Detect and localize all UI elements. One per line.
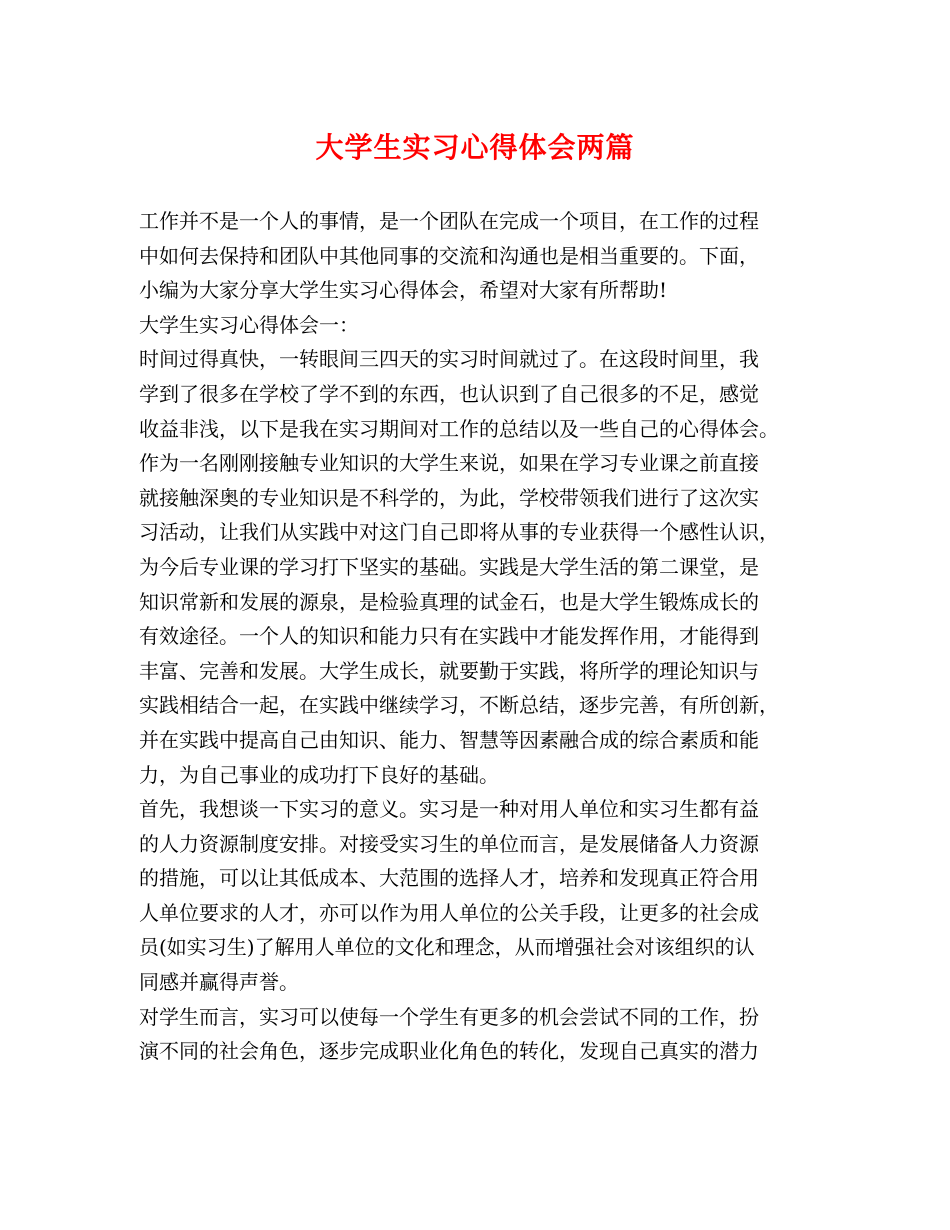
text-line: 作为一名刚刚接触专业知识的大学生来说，如果在学习专业课之前直接 [139, 451, 759, 476]
text-line: 知识常新和发展的源泉，是检验真理的试金石，也是大学生锻炼成长的 [139, 589, 759, 614]
text-line: 大学生实习心得体会一： [139, 312, 359, 337]
text-line: 习活动，让我们从实践中对这门自己即将从事的专业获得一个感性认识， [139, 520, 779, 545]
text-line: 的人力资源制度安排。对接受实习生的单位而言，是发展储备人力资源 [139, 831, 759, 856]
text-line: 丰富、完善和发展。大学生成长，就要勤于实践，将所学的理论知识与 [139, 658, 759, 683]
document-title: 大学生实习心得体会两篇 [315, 131, 635, 164]
text-line: 小编为大家分享大学生实习心得体会，希望对大家有所帮助! [139, 278, 668, 303]
text-line: 人单位要求的人才，亦可以作为用人单位的公关手段，让更多的社会成 [139, 900, 759, 925]
document-body [139, 204, 815, 1069]
text-line: 员(如实习生)了解用人单位的文化和理念，从而增强社会对该组织的认 [139, 935, 755, 960]
text-line: 同感并赢得声誉。 [139, 970, 299, 995]
text-line: 学到了很多在学校了学不到的东西，也认识到了自己很多的不足，感觉 [139, 381, 759, 406]
text-line: 实践相结合一起，在实践中继续学习，不断总结，逐步完善，有所创新， [139, 693, 779, 718]
text-line: 力，为自己事业的成功打下良好的基础。 [139, 762, 499, 787]
text-line: 收益非浅，以下是我在实习期间对工作的总结以及一些自己的心得体会。 [139, 416, 779, 441]
text-line: 首先，我想谈一下实习的意义。实习是一种对用人单位和实习生都有益 [139, 797, 759, 822]
text-line: 的措施，可以让其低成本、大范围的选择人才，培养和发现真正符合用 [139, 866, 759, 891]
text-line: 就接触深奥的专业知识是不科学的，为此，学校带领我们进行了这次实 [139, 485, 759, 510]
text-line: 演不同的社会角色，逐步完成职业化角色的转化，发现自己真实的潜力 [139, 1039, 759, 1064]
text-line: 并在实践中提高自己由知识、能力、智慧等因素融合成的综合素质和能 [139, 727, 759, 752]
text-line: 中如何去保持和团队中其他同事的交流和沟通也是相当重要的。下面， [139, 243, 759, 268]
text-line: 为今后专业课的学习打下坚实的基础。实践是大学生活的第二课堂，是 [139, 554, 759, 579]
text-line: 工作并不是一个人的事情，是一个团队在完成一个项目，在工作的过程 [139, 209, 759, 233]
text-line: 对学生而言，实习可以使每一个学生有更多的机会尝试不同的工作，扮 [139, 1004, 759, 1029]
text-line: 时间过得真快，一转眼间三四天的实习时间就过了。在这段时间里，我 [139, 347, 759, 372]
text-line: 有效途径。一个人的知识和能力只有在实践中才能发挥作用，才能得到 [139, 624, 759, 649]
